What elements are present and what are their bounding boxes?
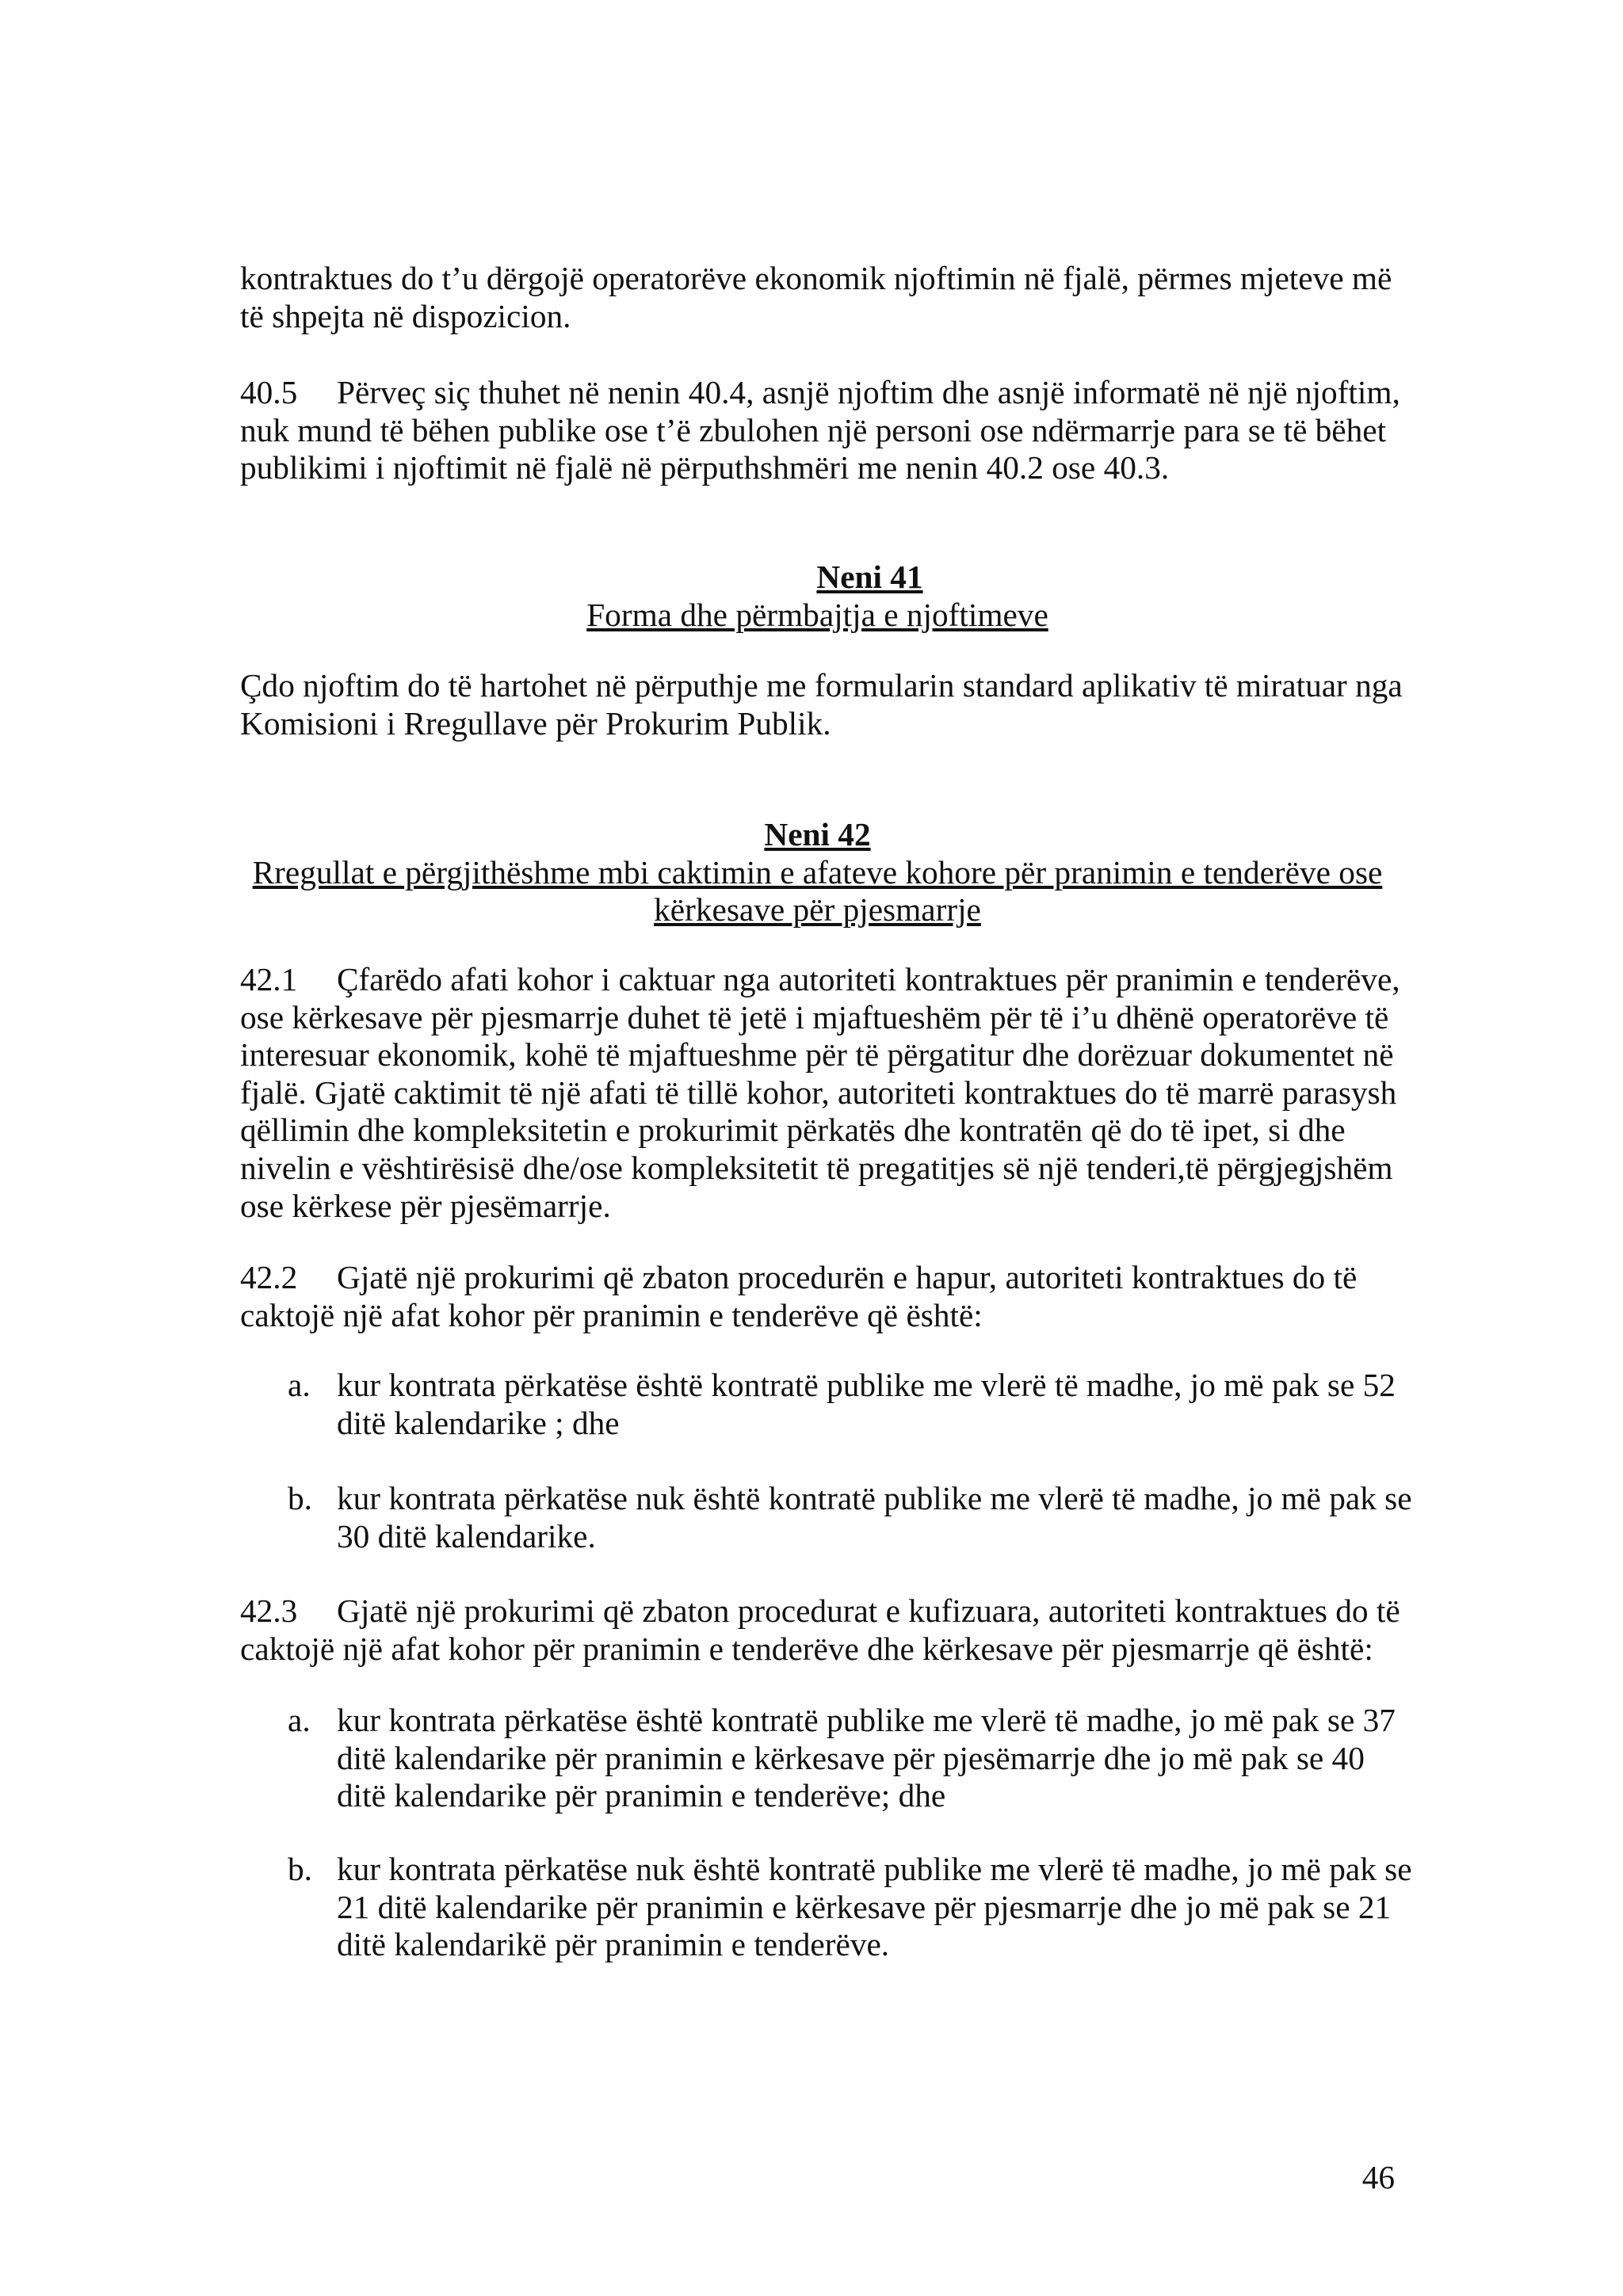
article-title-line <box>240 854 1395 892</box>
text-line: caktojë një afat kohor për pranimin e tenderëve dhe kërkesave për pjesmarrje që është: <box>240 1630 1373 1667</box>
article-title-line <box>240 891 1395 929</box>
text-line: caktojë një afat kohor për pranimin e tenderëve që është: <box>240 1296 983 1333</box>
text-line: Gjatë një prokurimi që zbaton procedurat e kufizuara, autoriteti kontraktues do të <box>337 1592 1400 1629</box>
list-marker: a. <box>288 1367 311 1403</box>
text-line: ose kërkese për pjesëmarrje. <box>240 1187 611 1224</box>
list-item-first-line <box>288 1480 1412 1518</box>
text-line: 30 ditë kalendarike. <box>337 1517 596 1554</box>
paragraph-first-line <box>240 374 1400 412</box>
article-title: Rregullat e përgjithëshme mbi caktimin e afateve kohore për pranimin e tenderëve ose <box>252 853 1383 891</box>
paragraph-42-1 <box>240 961 1400 1225</box>
text-line: kur kontrata përkatëse është kontratë publike me vlerë të madhe, jo më pak se 52 <box>337 1367 1396 1403</box>
text-line: Gjatë një prokurimi që zbaton procedurën e hapur, autoriteti kontraktues do të <box>337 1259 1358 1295</box>
text-line: ose kërkesave për pjesmarrje duhet të jetë i mjaftueshëm për të i’u dhënë operatorëve të <box>240 998 1389 1035</box>
paragraph-first-line <box>240 1592 1400 1630</box>
article-number-line <box>240 816 1395 854</box>
paragraph-number: 40.5 <box>240 374 298 410</box>
paragraph-first-line <box>240 961 1400 999</box>
list-item <box>288 1367 1396 1442</box>
text-line: kur kontrata përkatëse nuk është kontratë publike me vlerë të madhe, jo më pak se <box>337 1480 1412 1516</box>
paragraph-number: 42.1 <box>240 961 298 997</box>
paragraph-42-3 <box>240 1592 1400 1668</box>
paragraph-number: 42.3 <box>240 1592 298 1629</box>
paragraph-41 <box>240 667 1403 742</box>
paragraph-42-2 <box>240 1259 1395 1334</box>
page-number: 46 <box>1361 2159 1395 2195</box>
article-title: Forma dhe përmbajtja e njoftimeve <box>586 596 1048 633</box>
list-item-first-line <box>288 1367 1396 1405</box>
text-line: të shpejta në dispozicion. <box>240 297 571 334</box>
list-item <box>288 1851 1412 1964</box>
text-line: ditë kalendarike për pranimin e tenderëve; dhe <box>337 1777 946 1814</box>
list-item <box>288 1702 1396 1815</box>
list-item-first-line <box>288 1851 1412 1889</box>
paragraph-continuation <box>240 260 1395 335</box>
list-marker: b. <box>288 1480 312 1516</box>
text-line: Komisioni i Rregullave për Prokurim Publik. <box>240 704 831 742</box>
text-line: Përveç siç thuhet në nenin 40.4, asnjë njoftim dhe asnjë informatë në një njoftim, <box>337 374 1400 410</box>
text-line: ditë kalendarikë për pranimin e tenderëve. <box>337 1926 890 1963</box>
list-item <box>288 1480 1412 1555</box>
text-line: publikimi i njoftimit në fjalë në përputhshmëri me nenin 40.2 ose 40.3. <box>240 449 1170 486</box>
paragraph-40-5 <box>240 374 1400 487</box>
paragraph-first-line <box>240 1259 1395 1297</box>
text-line: interesuar ekonomik, kohë të mjaftueshme për të përgatitur dhe dorëzuar dokumentet në <box>240 1036 1394 1074</box>
text-line: ditë kalendarike për pranimin e kërkesave për pjesëmarrje dhe jo më pak se 40 <box>337 1739 1365 1776</box>
article-number-line <box>240 559 1395 597</box>
article-number: Neni 41 <box>816 559 923 595</box>
text-line: kontraktues do t’u dërgojë operatorëve ekonomik njoftimin në fjalë, përmes mjeteve më <box>240 260 1392 296</box>
text-line: qëllimin dhe kompleksitetin e prokurimit përkatës dhe kontratën që do të ipet, si dhe <box>240 1112 1346 1149</box>
text-line: 21 ditë kalendarike për pranimin e kërkesave për pjesmarrje dhe jo më pak se 21 <box>337 1888 1392 1925</box>
article-title-line <box>240 597 1395 635</box>
article-41-heading-block <box>240 559 1395 634</box>
text-line: nivelin e vështirësisë dhe/ose kompleksitetit të pregatitjes së një tenderi,të përgjegjshëm <box>240 1149 1393 1186</box>
text-line: ditë kalendarike ; dhe <box>337 1404 620 1441</box>
list-marker: b. <box>288 1851 312 1887</box>
text-line: nuk mund të bëhen publike ose t’ë zbulohen një personi ose ndërmarrje para se të bëhet <box>240 411 1387 448</box>
list-item-first-line <box>288 1702 1396 1740</box>
text-line: kur kontrata përkatëse nuk është kontratë publike me vlerë të madhe, jo më pak se <box>337 1851 1412 1887</box>
article-title: kërkesave për pjesmarrje <box>654 891 981 929</box>
text-line: Çfarëdo afati kohor i caktuar nga autoriteti kontraktues për pranimin e tenderëve, <box>337 961 1400 997</box>
text-line: Çdo njoftim do të hartohet në përputhje me formularin standard aplikativ të miratuar nga <box>240 667 1403 704</box>
article-42-heading-block <box>240 816 1395 929</box>
paragraph-number: 42.2 <box>240 1259 298 1295</box>
text-line: fjalë. Gjatë caktimit të një afati të tillë kohor, autoriteti kontraktues do të marrë parasysh <box>240 1074 1397 1111</box>
text-line: kur kontrata përkatëse është kontratë publike me vlerë të madhe, jo më pak se 37 <box>337 1702 1396 1738</box>
article-number: Neni 42 <box>764 816 871 852</box>
list-marker: a. <box>288 1702 311 1738</box>
